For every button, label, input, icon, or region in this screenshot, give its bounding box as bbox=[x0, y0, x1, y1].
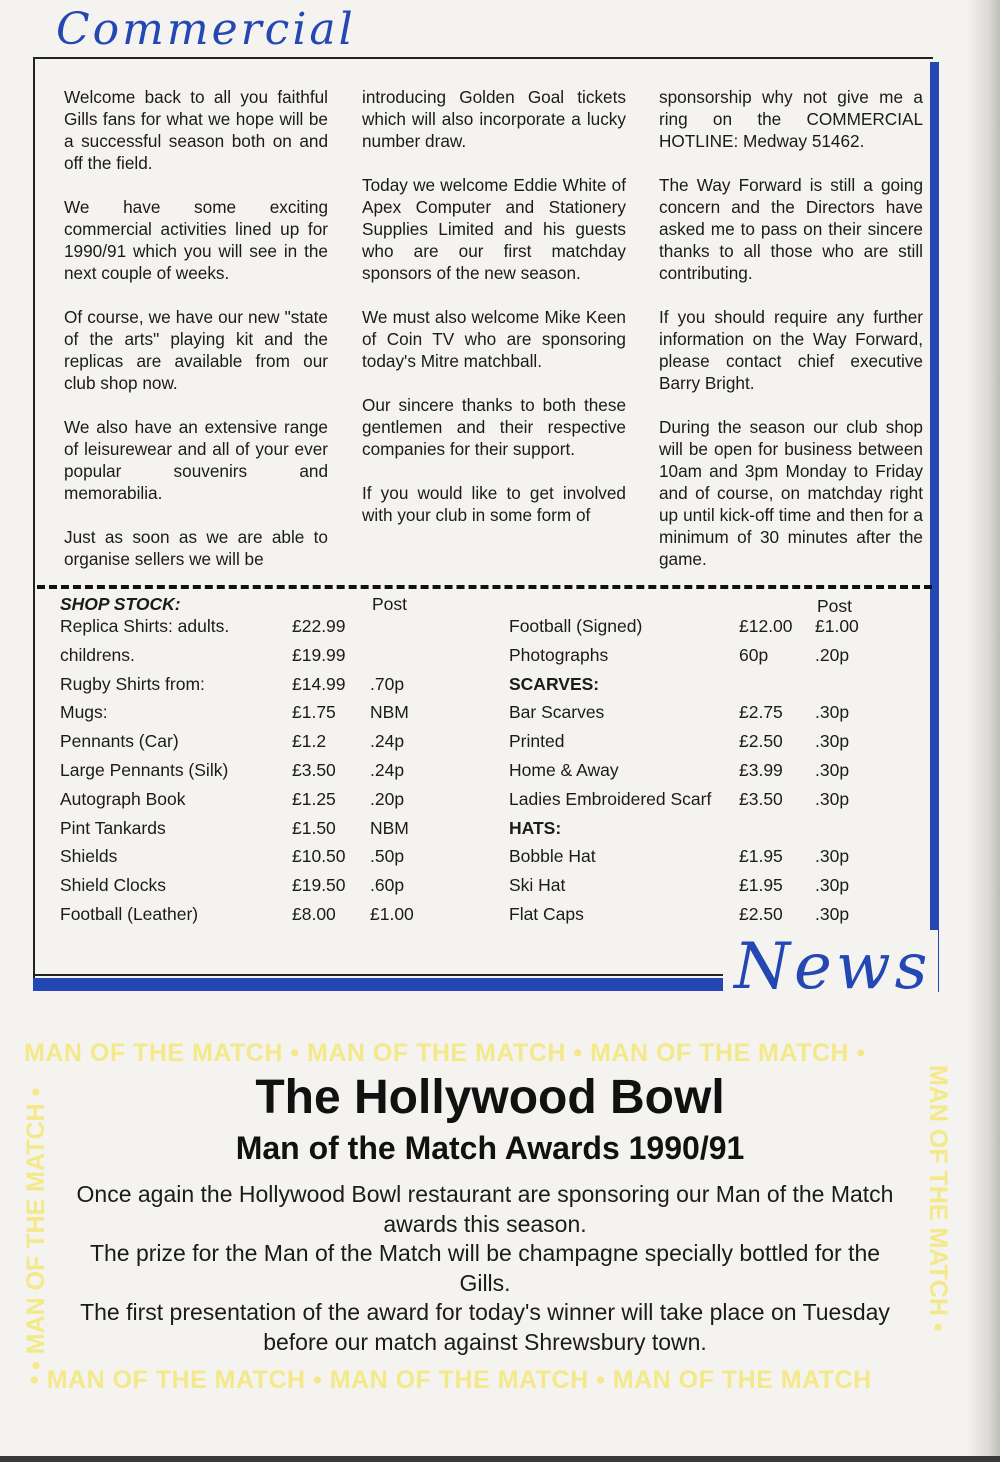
motm-border-top: MAN OF THE MATCH • MAN OF THE MATCH • MAN OF THE MATCH • bbox=[24, 1039, 866, 1067]
item-name: Bobble Hat bbox=[509, 846, 596, 867]
item-price: £1.95 bbox=[739, 846, 783, 867]
item-name: Pint Tankards bbox=[60, 817, 166, 838]
item-postage: .70p bbox=[370, 673, 405, 694]
paragraph: introducing Golden Goal tickets which will also incorporate a lucky number draw. bbox=[362, 87, 626, 151]
paragraph: sponsorship why not give me a ring on the COMMERCIAL HOTLINE: Medway 51462. bbox=[659, 87, 923, 151]
commercial-column-1 bbox=[64, 86, 328, 592]
paragraph: We must also welcome Mike Keen of Coin TV who are sponsoring today's Mitre matchball. bbox=[362, 307, 626, 371]
commercial-frame-bottom-line bbox=[33, 974, 723, 976]
paragraph: Once again the Hollywood Bowl restaurant are sponsoring our Man of the Match awards this season. bbox=[76, 1181, 894, 1237]
commercial-column-2 bbox=[362, 86, 626, 548]
paragraph: Just as soon as we are able to organise sellers we will be bbox=[64, 527, 328, 569]
item-price: £2.75 bbox=[739, 702, 783, 723]
commercial-frame-bottom bbox=[33, 978, 723, 991]
item-price: £3.99 bbox=[739, 759, 783, 780]
motm-border-right: MAN OF THE MATCH • bbox=[924, 1065, 952, 1332]
paragraph: The first presentation of the award for today's winner will take place on Tuesday before our match against Shrewsbury town. bbox=[80, 1299, 890, 1355]
shop-stock bbox=[60, 594, 920, 924]
item-name: Pennants (Car) bbox=[60, 731, 179, 752]
dashed-divider bbox=[37, 585, 932, 589]
paragraph: The prize for the Man of the Match will be champagne specially bottled for the Gills. bbox=[89, 1240, 881, 1296]
item-name: Large Pennants (Silk) bbox=[60, 759, 229, 780]
hollywood-bowl-title: The Hollywood Bowl bbox=[255, 1071, 725, 1124]
item-name: Home & Away bbox=[509, 759, 619, 780]
paragraph: If you would like to get involved with your club in some form of bbox=[362, 483, 626, 525]
item-price: £1.75 bbox=[292, 702, 336, 723]
item-price: £1.25 bbox=[292, 788, 336, 809]
paragraph: Today we welcome Eddie White of Apex Computer and Stationery Supplies Limited and his guests who are our first matchday sponsors of the new season. bbox=[362, 175, 626, 283]
commercial-frame-left bbox=[33, 57, 35, 987]
item-name: Printed bbox=[509, 731, 565, 752]
news-heading: News bbox=[728, 930, 938, 1004]
item-price: £2.50 bbox=[739, 903, 783, 924]
item-price: £14.99 bbox=[292, 673, 346, 694]
item-price: £19.99 bbox=[292, 644, 346, 665]
item-postage: .50p bbox=[370, 846, 405, 867]
item-price: £1.2 bbox=[292, 731, 327, 752]
item-postage: .30p bbox=[815, 903, 850, 924]
awards-body bbox=[72, 1180, 898, 1357]
paragraph: Of course, we have our new "state of the arts" playing kit and the replicas are available from our club shop now. bbox=[64, 307, 328, 393]
item-name: HATS: bbox=[509, 817, 562, 838]
item-name: Mugs: bbox=[60, 702, 108, 723]
item-name: Football (Signed) bbox=[509, 616, 643, 636]
post-header-right: Post bbox=[817, 596, 853, 616]
item-postage: .24p bbox=[370, 731, 405, 752]
paragraph: We have some exciting commercial activities lined up for 1990/91 which you will see in the next couple of weeks. bbox=[64, 197, 328, 283]
item-price: £19.50 bbox=[292, 875, 346, 896]
item-postage: .30p bbox=[815, 731, 850, 752]
page-edge-shadow bbox=[966, 0, 1000, 1462]
item-postage: NBM bbox=[370, 817, 409, 838]
item-name: Football (Leather) bbox=[60, 903, 199, 924]
item-price: £3.50 bbox=[739, 788, 783, 809]
shop-stock-title: SHOP STOCK: bbox=[60, 594, 181, 614]
item-postage: .30p bbox=[815, 875, 850, 896]
item-postage: .60p bbox=[370, 875, 405, 896]
item-postage: .30p bbox=[815, 788, 850, 809]
item-name: Ski Hat bbox=[509, 875, 566, 896]
commercial-column-3 bbox=[659, 86, 923, 592]
item-name: Photographs bbox=[509, 644, 609, 665]
item-price: £1.95 bbox=[739, 875, 783, 896]
item-name: Ladies Embroidered Scarf bbox=[509, 788, 712, 809]
item-postage: £1.00 bbox=[815, 616, 859, 636]
awards-subtitle: Man of the Match Awards 1990/91 bbox=[235, 1130, 745, 1166]
item-name: Replica Shirts: adults. bbox=[60, 616, 230, 636]
item-name: childrens. bbox=[60, 644, 135, 665]
item-name: Autograph Book bbox=[60, 788, 186, 809]
item-name: Shields bbox=[60, 846, 118, 867]
item-name: SCARVES: bbox=[509, 673, 600, 694]
item-name: Rugby Shirts from: bbox=[60, 673, 205, 694]
item-postage: .30p bbox=[815, 846, 850, 867]
motm-border-left: • MAN OF THE MATCH • bbox=[22, 1087, 50, 1370]
paragraph: We also have an extensive range of leisurewear and all of your ever popular souvenirs and memorabilia. bbox=[64, 417, 328, 503]
item-postage: .30p bbox=[815, 759, 850, 780]
item-price: £10.50 bbox=[292, 846, 346, 867]
item-price: £22.99 bbox=[292, 616, 346, 636]
item-postage: £1.00 bbox=[370, 903, 414, 924]
item-price: £3.50 bbox=[292, 759, 336, 780]
item-name: Shield Clocks bbox=[60, 875, 167, 896]
item-postage: .30p bbox=[815, 702, 850, 723]
item-postage: NBM bbox=[370, 702, 409, 723]
item-price: £8.00 bbox=[292, 903, 336, 924]
item-postage: .24p bbox=[370, 759, 405, 780]
item-name: Bar Scarves bbox=[509, 702, 605, 723]
commercial-frame-top bbox=[33, 57, 933, 59]
item-postage: .20p bbox=[815, 644, 850, 665]
item-name: Flat Caps bbox=[509, 903, 584, 924]
item-price: £12.00 bbox=[739, 616, 793, 636]
paragraph: If you should require any further information on the Way Forward, please contact chief executive Barry Bright. bbox=[659, 307, 923, 393]
item-price: £2.50 bbox=[739, 731, 783, 752]
commercial-frame-right bbox=[930, 62, 939, 592]
paragraph: During the season our club shop will be open for business between 10am and 3pm Monday to Friday and of course, on matchday right up until kick-off time and then for a minimum of 30 minutes after the game. bbox=[659, 417, 923, 569]
motm-border-bottom: • MAN OF THE MATCH • MAN OF THE MATCH • MAN OF THE MATCH bbox=[30, 1366, 872, 1394]
item-price: £1.50 bbox=[292, 817, 336, 838]
item-price: 60p bbox=[739, 644, 769, 665]
paragraph: Our sincere thanks to both these gentlemen and their respective companies for their support. bbox=[362, 395, 626, 459]
paragraph: Welcome back to all you faithful Gills fans for what we hope will be a successful season both on and off the field. bbox=[64, 87, 328, 173]
paragraph: The Way Forward is still a going concern and the Directors have asked me to pass on their sincere thanks to all those who are still contributing. bbox=[659, 175, 923, 283]
commercial-heading: Commercial bbox=[50, 4, 362, 55]
page-bottom-edge bbox=[0, 1456, 1000, 1462]
item-postage: .20p bbox=[370, 788, 405, 809]
post-header-left: Post bbox=[372, 594, 408, 614]
